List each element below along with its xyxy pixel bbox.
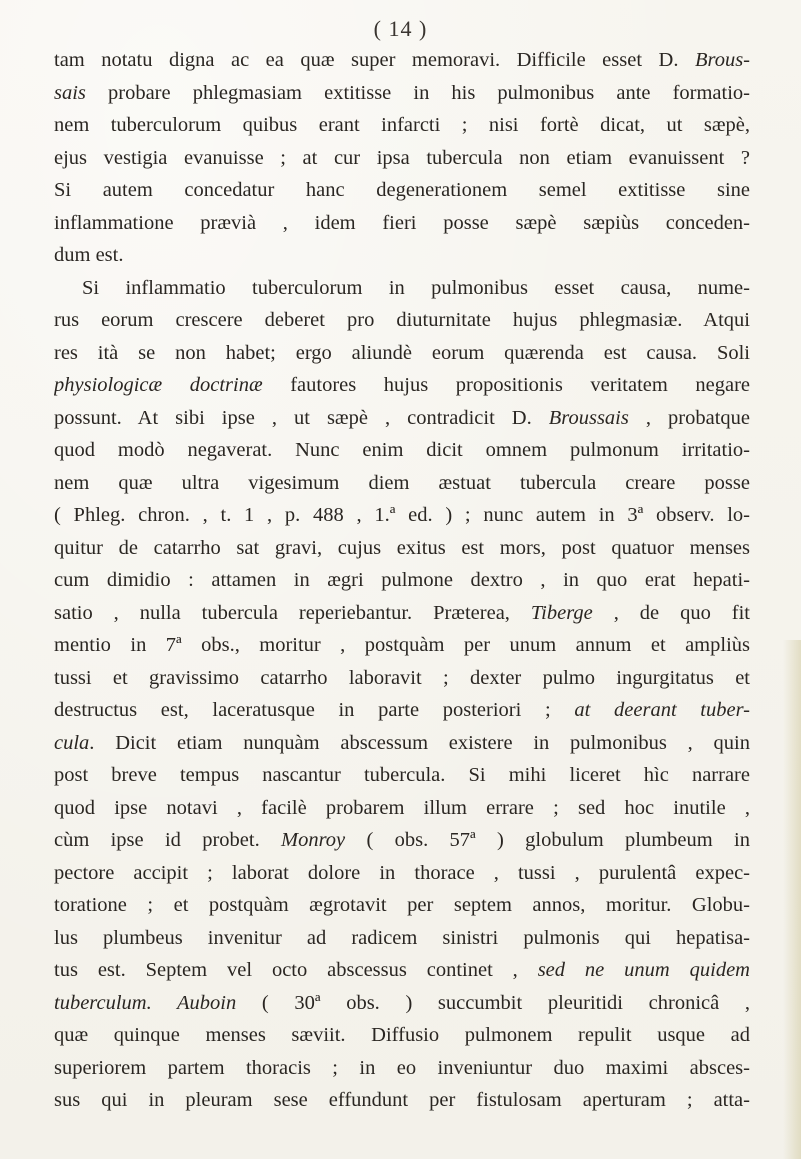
text-segment: tam notatu digna ac ea quæ super memoravi. Difficile esset D. (54, 49, 695, 71)
text-segment: inflammatione prævià , idem fieri posse sæpè sæpiùs conceden- (54, 211, 750, 234)
italic-text-segment: Broussais (548, 406, 629, 429)
page-edge-stain (783, 640, 801, 1159)
text-line (54, 499, 750, 532)
text-line (54, 564, 750, 597)
text-segment: sus qui in pleuram sese effundunt per fistulosam aperturam ; atta- (54, 1089, 750, 1111)
text-segment: satio , nulla tubercula reperiebantur. Præterea, (54, 601, 531, 624)
text-segment: quitur de catarrho sat gravi, cujus exitus est mors, post quatuor menses (54, 536, 750, 559)
text-segment: superiorem partem thoracis ; in eo inveniuntur duo maximi absces- (54, 1056, 750, 1079)
text-line (54, 1052, 750, 1085)
text-line (54, 532, 750, 565)
text-segment: nem quæ ultra vigesimum diem æstuat tubercula creare posse (54, 471, 750, 494)
text-segment: , probatque (628, 406, 750, 429)
text-line (54, 727, 750, 760)
text-segment: lus plumbeus invenitur ad radicem sinistri pulmonis qui hepatisa- (54, 926, 750, 949)
text-segment: ( 30ª obs. ) succumbit pleuritidi chronicâ , (236, 991, 750, 1014)
italic-text-segment: tuberculum. Auboin (54, 991, 237, 1014)
text-line (54, 304, 750, 337)
text-line (54, 759, 750, 792)
text-line (54, 402, 750, 435)
text-line (54, 239, 750, 272)
text-segment: ( Phleg. chron. , t. 1 , p. 488 , 1.ª ed. ) ; nunc autem in 3ª observ. lo- (54, 504, 750, 526)
text-segment: ejus vestigia evanuisse ; at cur ipsa tubercula non etiam evanuissent ? (54, 146, 750, 169)
italic-text-segment: Brous- (694, 49, 750, 71)
text-line (54, 629, 750, 662)
text-segment: quod modò negaverat. Nunc enim dicit omnem pulmonum irritatio- (54, 439, 750, 461)
text-segment: dum est. (54, 244, 124, 266)
body-text (54, 44, 750, 1117)
text-line (54, 369, 750, 402)
text-line (54, 434, 750, 467)
text-line (54, 337, 750, 370)
italic-text-segment: Tiberge (530, 601, 593, 624)
text-segment: fautores hujus propositionis veritatem negare (262, 374, 750, 396)
text-line (54, 207, 750, 240)
text-line (54, 467, 750, 500)
italic-text-segment: at deerant tuber- (574, 699, 750, 721)
text-line (54, 597, 750, 630)
text-segment: post breve tempus nascantur tubercula. Si mihi liceret hìc narrare (54, 764, 750, 786)
italic-text-segment: cula (54, 731, 90, 754)
text-line (54, 1084, 750, 1117)
text-segment: Si autem concedatur hanc degenerationem semel extitisse sine (54, 179, 750, 201)
text-line (54, 922, 750, 955)
italic-text-segment: Monroy (281, 829, 346, 851)
text-line (54, 694, 750, 727)
text-segment: tussi et gravissimo catarrho laboravit ; dexter pulmo ingurgitatus et (54, 666, 750, 689)
text-segment: possunt. At sibi ipse , ut sæpè , contradicit D. (54, 406, 549, 429)
text-line (54, 174, 750, 207)
text-segment: probare phlegmasiam extitisse in his pulmonibus ante formatio- (85, 81, 750, 104)
text-line (54, 142, 750, 175)
text-segment: quod ipse notavi , facilè probarem illum errare ; sed hoc inutile , (54, 796, 750, 819)
text-line (54, 662, 750, 695)
italic-text-segment: sed ne unum quidem (537, 959, 750, 981)
text-line (54, 987, 750, 1020)
text-segment: . Dicit etiam nunquàm abscessum existere in pulmonibus , quin (89, 731, 750, 754)
text-segment: mentio in 7ª obs., moritur , postquàm per unum annum et ampliùs (54, 634, 750, 656)
text-line (54, 109, 750, 142)
text-segment: ( obs. 57ª ) globulum plumbeum in (345, 829, 750, 851)
italic-text-segment: sais (54, 81, 86, 104)
text-segment: cùm ipse id probet. (54, 829, 282, 851)
text-line (54, 272, 750, 305)
text-line (54, 1019, 750, 1052)
text-line (54, 792, 750, 825)
text-line (54, 77, 750, 110)
text-segment: toratione ; et postquàm ægrotavit per septem annos, moritur. Globu- (54, 894, 750, 916)
text-segment: tus est. Septem vel octo abscessus continet , (54, 959, 538, 981)
text-segment: res ità se non habet; ergo aliundè eorum quærenda est causa. Soli (54, 341, 750, 364)
text-line (54, 44, 750, 77)
text-segment: destructus est, laceratusque in parte posteriori ; (54, 699, 575, 721)
text-line (54, 889, 750, 922)
text-segment: pectore accipit ; laborat dolore in thorace , tussi , purulentâ expec- (54, 861, 750, 884)
text-segment: cum dimidio : attamen in ægri pulmone dextro , in quo erat hepati- (54, 569, 750, 591)
text-line (54, 954, 750, 987)
text-segment: Si inflammatio tuberculorum in pulmonibus esset causa, nume- (82, 276, 750, 299)
text-line (54, 857, 750, 890)
text-segment: quæ quinque menses sæviit. Diffusio pulmonem repulit usque ad (54, 1024, 750, 1046)
page-number: ( 14 ) (373, 16, 428, 41)
text-segment: rus eorum crescere deberet pro diuturnitate hujus phlegmasiæ. Atqui (54, 309, 750, 331)
text-line (54, 824, 750, 857)
text-segment: , de quo fit (592, 601, 750, 624)
italic-text-segment: physiologicæ doctrinæ (54, 374, 263, 396)
text-segment: nem tuberculorum quibus erant infarcti ; nisi fortè dicat, ut sæpè, (54, 114, 750, 136)
